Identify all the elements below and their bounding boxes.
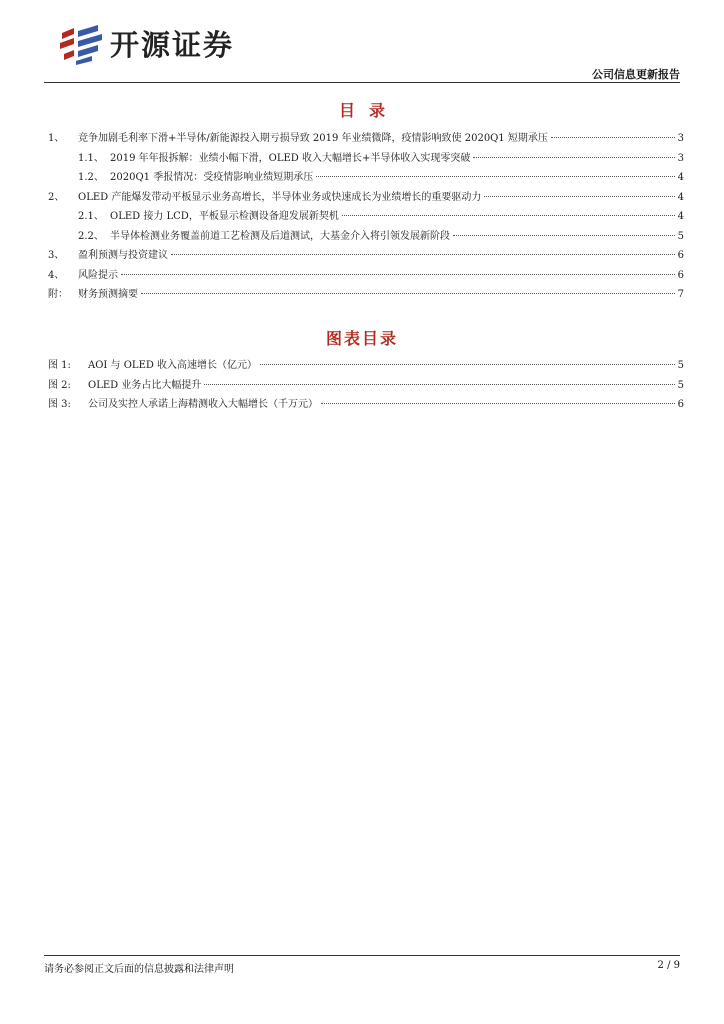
toc-entry[interactable]	[48, 188, 684, 208]
toc-entry-label: OLED 产能爆发带动平板显示业务高增长，半导体业务或快速成长为业绩增长的重要驱动力	[78, 191, 482, 203]
toc-entry-page: 7	[677, 289, 684, 300]
figures-heading: 图表目录	[325, 329, 398, 348]
figure-entry[interactable]	[48, 356, 684, 376]
toc-entry-page: 6	[677, 250, 684, 261]
header-divider	[44, 82, 680, 83]
toc-entry[interactable]	[48, 129, 684, 149]
figure-entry-label: AOI 与 OLED 收入高速增长（亿元）	[88, 360, 258, 371]
toc-entry-number: 3、	[48, 250, 65, 261]
toc-entry-label: 竞争加剧毛利率下滑+半导体/新能源投入期亏损导致 2019 年业绩微降，疫情影响致使 2020Q1 短期承压	[78, 133, 548, 144]
toc-entry-label: 风险提示	[78, 269, 118, 281]
toc-entry-page: 5	[677, 230, 684, 242]
figure-entry[interactable]	[48, 376, 684, 396]
leader-dots	[453, 235, 675, 236]
figure-entry-page: 5	[677, 379, 684, 391]
toc-entry-page: 4	[677, 211, 684, 222]
leader-dots	[121, 274, 675, 275]
leader-dots	[342, 215, 675, 216]
toc-entry-number: 2、	[48, 191, 65, 203]
table-of-contents	[48, 129, 684, 305]
leader-dots	[473, 157, 674, 158]
leader-dots	[260, 364, 675, 365]
toc-entry-number: 2.2、	[78, 230, 104, 242]
brand-mark-icon	[58, 25, 104, 65]
footer-disclaimer: 请务必参阅正文后面的信息披露和法律声明	[44, 964, 234, 975]
toc-entry-number: 1、	[48, 133, 65, 144]
toc-entry[interactable]	[48, 168, 684, 188]
report-type-label: 公司信息更新报告	[592, 68, 680, 81]
toc-entry[interactable]	[48, 207, 684, 227]
toc-entry-label: 2020Q1 季报情况：受疫情影响业绩短期承压	[110, 172, 314, 183]
leader-dots	[204, 384, 674, 385]
toc-entry-label: 盈利预测与投资建议	[78, 250, 168, 261]
toc-entry[interactable]	[48, 149, 684, 169]
leader-dots	[321, 403, 675, 404]
leader-dots	[551, 137, 675, 138]
page-number: 2 / 9	[657, 960, 680, 971]
leader-dots	[316, 176, 674, 177]
leader-dots	[484, 196, 674, 197]
toc-entry-page: 3	[677, 152, 684, 164]
toc-entry-label: 财务预测摘要	[78, 289, 138, 300]
toc-entry[interactable]	[48, 227, 684, 247]
figure-entry-label: 公司及实控人承诺上海精测收入大幅增长（千万元）	[88, 399, 318, 410]
toc-entry[interactable]	[48, 285, 684, 305]
toc-entry-label: 半导体检测业务覆盖前道工艺检测及后道测试，大基金介入将引领发展新阶段	[110, 230, 450, 242]
figure-entry-page: 5	[677, 360, 684, 371]
company-logo	[58, 25, 234, 65]
toc-entry-number: 2.1、	[78, 211, 104, 222]
leader-dots	[141, 293, 675, 294]
toc-entry[interactable]	[48, 266, 684, 286]
figure-entry-number: 图 2:	[48, 379, 71, 391]
toc-entry-page: 6	[677, 269, 684, 281]
toc-heading: 目录	[338, 101, 399, 120]
toc-entry-label: OLED 接力 LCD，平板显示检测设备迎发展新契机	[110, 211, 339, 222]
footer-divider	[44, 955, 680, 956]
leader-dots	[171, 254, 675, 255]
toc-entry-number: 1.2、	[78, 172, 104, 183]
figure-entry[interactable]	[48, 395, 684, 415]
toc-entry-page: 4	[677, 172, 684, 183]
brand-name: 开源证券	[110, 28, 235, 62]
list-of-figures	[48, 356, 684, 415]
toc-entry-number: 1.1、	[78, 152, 104, 164]
figure-entry-label: OLED 业务占比大幅提升	[88, 379, 202, 391]
figure-entry-number: 图 3:	[48, 399, 71, 410]
toc-entry[interactable]	[48, 246, 684, 266]
toc-entry-number: 4、	[48, 269, 65, 281]
toc-entry-page: 4	[677, 191, 684, 203]
toc-entry-page: 3	[677, 133, 684, 144]
toc-entry-label: 2019 年年报拆解：业绩小幅下滑，OLED 收入大幅增长+半导体收入实现零突破	[110, 152, 471, 164]
figure-entry-page: 6	[677, 399, 684, 410]
figure-entry-number: 图 1:	[48, 360, 71, 371]
toc-entry-number: 附：	[48, 289, 68, 300]
